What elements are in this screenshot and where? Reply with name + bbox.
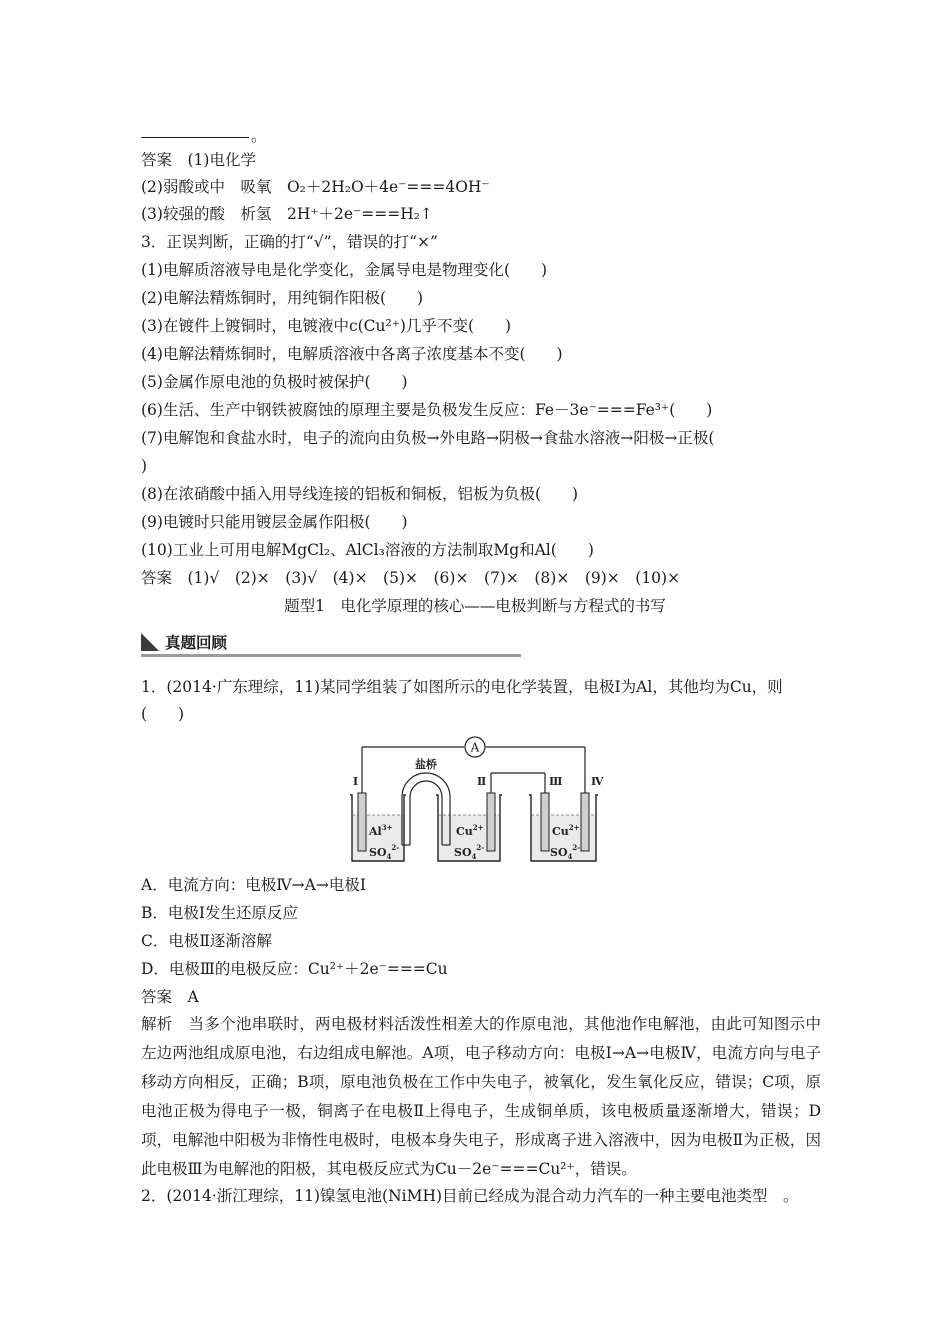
section-rule [141,654,521,657]
answer-line-2: (2)弱酸或中 吸氧 O₂＋2H₂O＋4e⁻===4OH⁻ [141,178,490,196]
judge-item-2: (2)电解法精炼铜时，用纯铜作阳极( ) [141,289,424,307]
judge-item-3: (3)在镀件上镀铜时，电镀液中c(Cu²⁺)几乎不变( ) [141,317,512,335]
blank-suffix: 。 [251,127,267,145]
section-header [141,633,521,657]
salt-bridge-label: 盐桥 [415,758,437,771]
electrode-label-2: Ⅱ [477,775,487,788]
question-3-answer: 答案 (1)√ (2)× (3)√ (4)× (5)× (6)× (7)× (8)× (9)× (10)× [141,569,681,587]
option-d: D．电极Ⅲ的电极反应：Cu²⁺＋2e⁻===Cu [141,960,448,978]
option-b: B．电极Ⅰ发生还原反应 [141,904,299,922]
section-marker-icon [141,633,159,651]
answer-line-1: 答案 (1)电化学 [141,151,256,169]
ammeter-label: A [470,740,480,755]
judge-item-4: (4)电解法精炼铜时，电解质溶液中各离子浓度基本不变( ) [141,345,563,363]
ammeter-icon [465,737,485,757]
fill-in-blank-line [141,137,249,138]
judge-item-9: (9)电镀时只能用镀层金属作阳极( ) [141,513,408,531]
topic-title: 题型1 电化学原理的核心——电极判断与方程式的书写 [284,597,666,615]
electrode-1 [358,793,366,851]
judge-item-10: (10)工业上可用电解MgCl₂、AlCl₃溶液的方法制取Mg和Al( ) [141,541,594,559]
judge-item-5: (5)金属作原电池的负极时被保护( ) [141,373,408,391]
ion-cu-right: $Cu^{2+}$ [552,823,580,838]
question-1-stem: 1．(2014·广东理综，11)某同学组装了如图所示的电化学装置，电极Ⅰ为Al，其他均为Cu，则 [141,678,783,696]
electrode-label-4: Ⅳ [591,775,604,788]
anion-middle: $SO_4^{2-}$ [454,843,485,861]
answer-line-3: (3)较强的酸 析氢 2H⁺＋2e⁻===H₂↑ [141,205,433,223]
question-2-stem: 2．(2014·浙江理综，11)镍氢电池(NiMH)目前已经成为混合动力汽车的一种主要电池类型 。 [141,1187,799,1205]
question-1-answer: 答案 A [141,988,199,1006]
electrode-3 [541,793,549,851]
anion-right: $SO_4^{2-}$ [550,843,581,861]
electrochemical-apparatus-diagram [340,735,615,865]
section-label: 真题回顾 [165,634,228,652]
option-c: C．电极Ⅱ逐渐溶解 [141,932,272,950]
anion-left: $SO_4^{2-}$ [369,843,400,861]
judge-item-1: (1)电解质溶液导电是化学变化，金属导电是物理变化( ) [141,261,548,279]
judge-item-8: (8)在浓硝酸中插入用导线连接的铝板和铜板，铝板为负极( ) [141,485,579,503]
option-a: A．电流方向：电极Ⅳ→A→电极Ⅰ [141,876,366,894]
question-3-title: 3．正误判断，正确的打“√”，错误的打“×” [141,233,438,251]
ion-al: $Al^{3+}$ [369,823,393,838]
question-1-bracket: ( ) [141,705,185,723]
judge-item-7-cont: ) [141,457,148,475]
electrode-label-3: Ⅲ [549,775,563,788]
electrode-4 [581,793,589,851]
judge-item-6: (6)生活、生产中钢铁被腐蚀的原理主要是负极发生反应：Fe－3e⁻===Fe³⁺( ) [141,401,713,419]
judge-item-7: (7)电解饱和食盐水时，电子的流向由负极→外电路→阴极→食盐水溶液→阳极→正极( [141,429,715,447]
ion-cu-middle: $Cu^{2+}$ [456,823,484,838]
electrode-label-1: Ⅰ [353,775,359,788]
electrode-2 [487,793,495,851]
question-1-analysis: 解析 当多个池串联时，两电极材料活泼性相差大的作原电池，其他池作电解池，由此可知图示中左边两池组成原电池，右边组成电解池。A项，电子移动方向：电极Ⅰ→A→电极Ⅳ，电流方向与电子移动方向相反，正确；B项，原电池负极在工作中失电子，被氧化，发生氧化反应，错误；C项，原电池正极为得电子一极，铜离子在电极Ⅱ上得电子，生成铜单质，该电极质量逐渐增大，错误；D项，电解池中阳极为非惰性电极时，电极本身失电子，形成离子进入溶液中，因为电极Ⅱ为正极，因此电极Ⅲ为电解池的阳极，其电极反应式为Cu－2e⁻===Cu²⁺，错误。 [141,1015,821,1178]
